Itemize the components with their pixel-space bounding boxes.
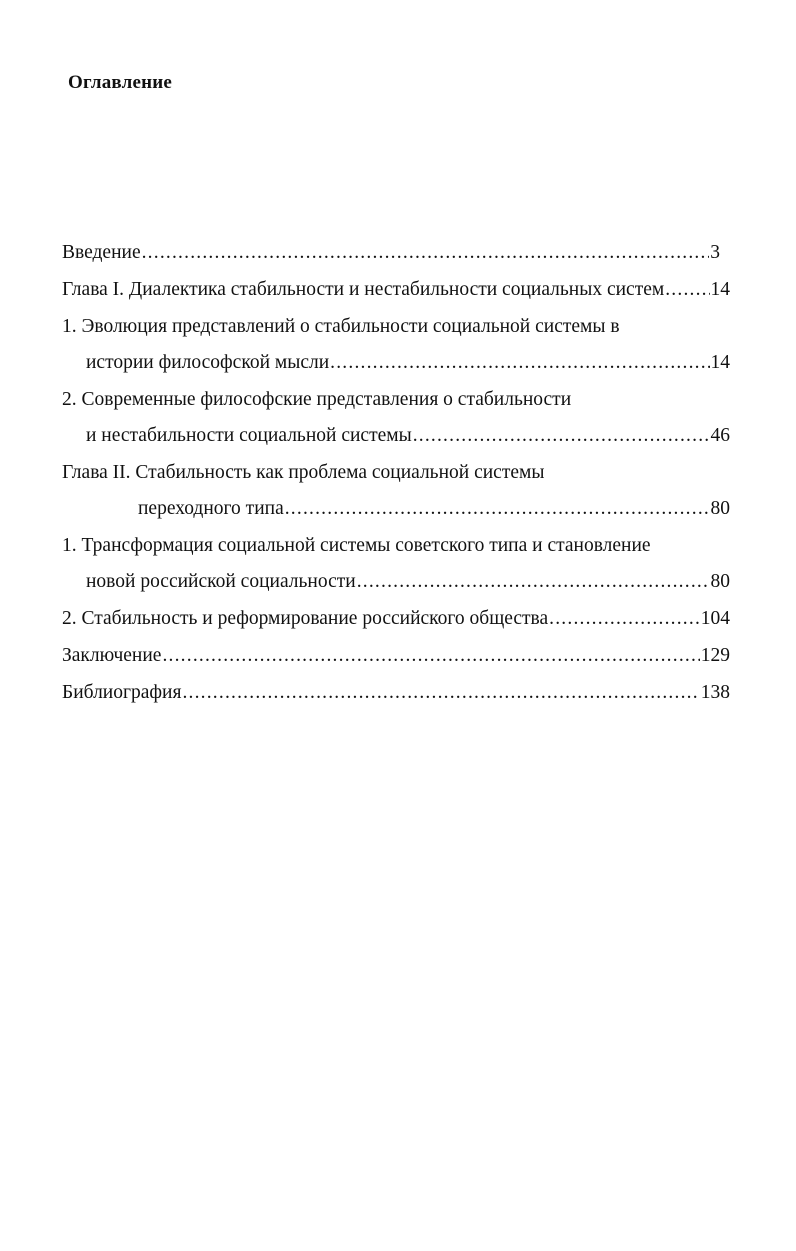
toc-entry-page: 104 (700, 608, 730, 629)
toc-entry-page: 14 (710, 352, 730, 373)
toc-entry-title-cont: переходного типа (138, 498, 284, 519)
toc-entry-section-1-1-line2 (62, 348, 730, 385)
toc-entry-title: Библиография (62, 682, 182, 703)
dot-leader (665, 275, 709, 305)
dot-leader (357, 567, 710, 597)
toc-entry-conclusion (62, 641, 730, 678)
toc-entry-title: Заключение (62, 645, 162, 666)
toc-entry-title: 1. Эволюция представлений о стабильности социальной системы в (62, 316, 620, 337)
toc-entry-page: 80 (710, 571, 730, 592)
toc-entry-section-1-1-line1 (62, 312, 730, 348)
toc-entry-title: 1. Трансформация социальной системы советского типа и становление (62, 535, 651, 556)
toc-entry-section-2-1-line2 (62, 567, 730, 604)
toc-entry-title-cont: новой российской социальности (86, 571, 356, 592)
toc-entry-title-cont: истории философской мысли (86, 352, 330, 373)
dot-leader (142, 238, 710, 268)
toc-entry-section-2-2 (62, 604, 730, 641)
toc-entry-title: Введение (62, 242, 141, 263)
toc-entry-page: 14 (710, 279, 730, 300)
toc-entry-chapter-2-line1 (62, 458, 730, 494)
toc-entry-introduction (62, 238, 730, 275)
dot-leader (549, 604, 700, 634)
dot-leader (162, 641, 699, 671)
page-title: Оглавление (68, 72, 173, 93)
toc-entry-chapter-1 (62, 275, 730, 312)
dot-leader (330, 348, 709, 378)
toc-entry-title: Глава I. Диалектика стабильности и нестабильности социальных систем (62, 279, 665, 300)
toc-entry-bibliography (62, 678, 730, 715)
toc-entry-page: 129 (700, 645, 730, 666)
table-of-contents (62, 238, 730, 715)
toc-entry-title-cont: и нестабильности социальной системы (86, 425, 412, 446)
toc-entry-title: 2. Стабильность и реформирование российского общества (62, 608, 549, 629)
toc-entry-page: 138 (700, 682, 730, 703)
toc-entry-chapter-2-line2 (62, 494, 730, 531)
toc-entry-page: 46 (710, 425, 730, 446)
toc-entry-title: 2. Современные философские представления о стабильности (62, 389, 572, 410)
toc-entry-section-2-1-line1 (62, 531, 730, 567)
toc-entry-page: 3 (710, 242, 720, 263)
toc-entry-section-1-2-line1 (62, 385, 730, 421)
toc-entry-section-1-2-line2 (62, 421, 730, 458)
dot-leader (182, 678, 699, 708)
dot-leader (285, 494, 710, 524)
dot-leader (413, 421, 710, 451)
toc-entry-title: Глава II. Стабильность как проблема социальной системы (62, 462, 545, 483)
toc-entry-page: 80 (710, 498, 730, 519)
